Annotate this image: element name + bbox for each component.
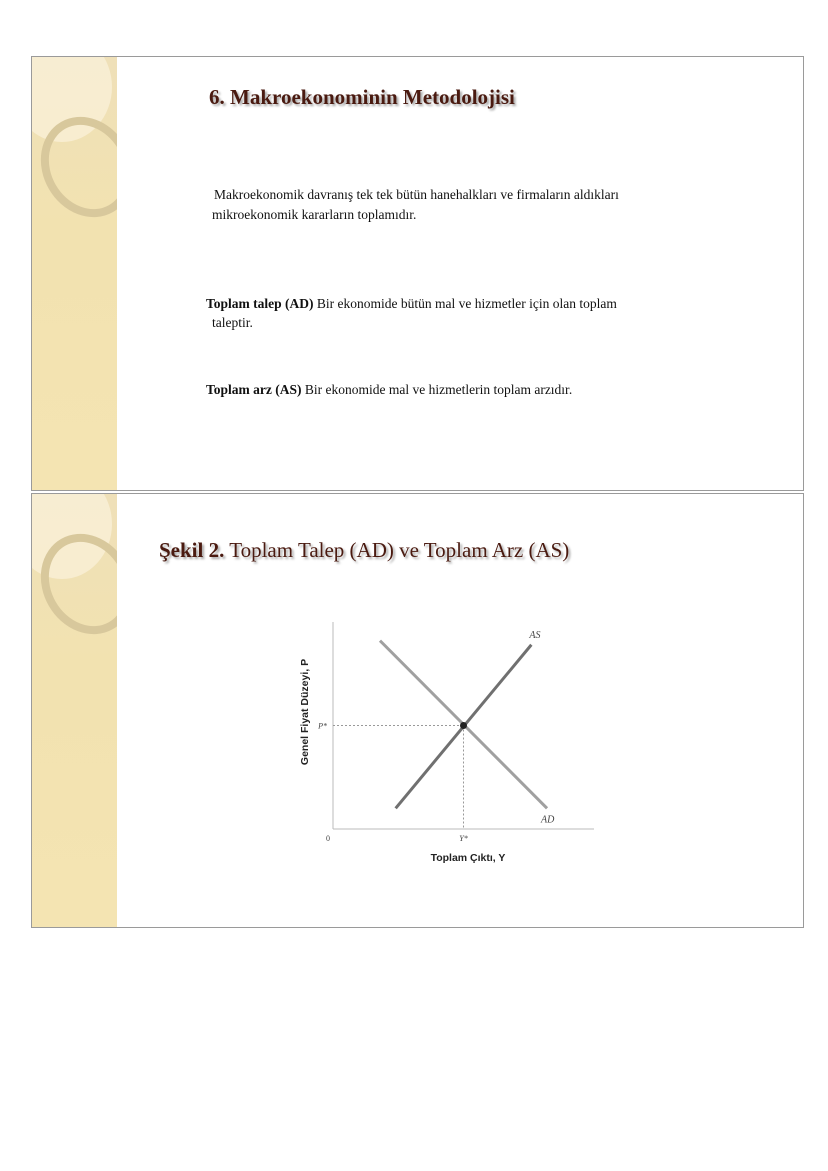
as-label: AS (529, 629, 541, 641)
paragraph-line: Makroekonomik davranış tek tek bütün hanehalkları ve firmaların aldıkları (214, 187, 619, 202)
y-star-label: Y* (459, 834, 468, 843)
ad-def-cont: taleptir. (212, 315, 253, 330)
as-def: Bir ekonomide mal ve hizmetlerin toplam arzıdır. (301, 382, 573, 397)
figure-caption: Toplam Talep (AD) ve Toplam Arz (AS) (224, 538, 570, 562)
y-axis-label: Genel Fiyat Düzeyi, P (299, 658, 311, 766)
x-axis-label: Toplam Çıktı, Y (430, 852, 506, 864)
origin-label: 0 (326, 834, 330, 843)
figure-number: Şekil 2. (159, 538, 225, 562)
p-star-label: P* (318, 721, 327, 731)
equilibrium-point (460, 722, 467, 729)
ad-def: Bir ekonomide bütün mal ve hizmetler için olan toplam (313, 296, 617, 311)
ad-term: Toplam talep (AD) (206, 296, 314, 311)
as-term: Toplam arz (AS) (206, 382, 302, 397)
slide-title: 6. Makroekonominin Metodolojisi (209, 85, 515, 109)
paragraph-line: mikroekonomik kararların toplamıdır. (212, 207, 417, 222)
ad-label: AD (541, 814, 555, 826)
